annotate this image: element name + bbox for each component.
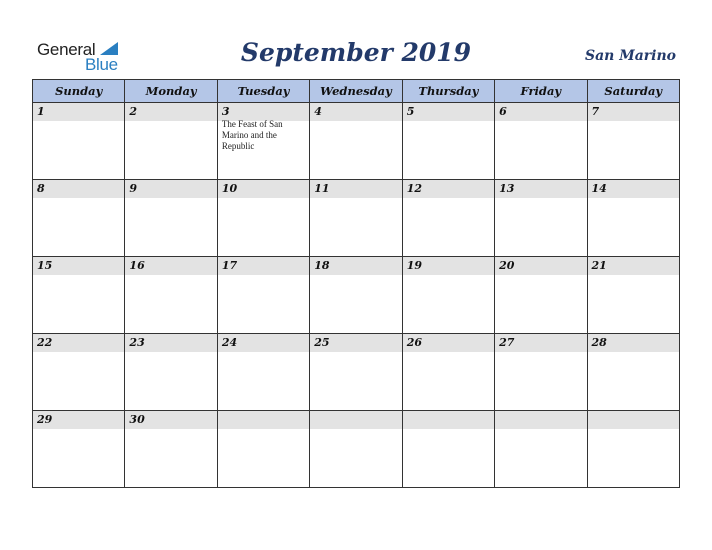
day-number: 27 [495,334,586,352]
weekday-header: Tuesday [217,80,309,103]
day-number: 16 [125,257,216,275]
empty-day-cell [217,411,309,488]
day-number: 28 [588,334,679,352]
empty-day-cell [587,411,679,488]
day-number: 29 [33,411,124,429]
logo-text-general: General [37,40,96,59]
day-cell [495,257,587,334]
day-number: 4 [310,103,401,121]
day-number: 26 [403,334,494,352]
weekday-header: Thursday [402,80,494,103]
day-number: 24 [218,334,309,352]
day-cell [402,180,494,257]
day-cell [217,334,309,411]
calendar-region: San Marino [584,48,676,64]
day-number: 9 [125,180,216,198]
day-cell [587,257,679,334]
logo-text-blue: Blue [85,55,118,74]
day-cell [587,334,679,411]
day-cell [125,257,217,334]
day-cell [587,103,679,180]
day-number: 12 [403,180,494,198]
empty-day-cell [310,411,402,488]
day-cell [217,103,309,180]
day-cell [495,180,587,257]
day-number: 14 [588,180,679,198]
weekday-header-row [33,80,680,103]
week-row [33,411,680,488]
day-number: 18 [310,257,401,275]
weekday-header: Wednesday [310,80,402,103]
day-number: 22 [33,334,124,352]
calendar-grid [32,79,680,488]
day-cell [33,411,125,488]
empty-day-bar [403,411,494,429]
holiday-event: The Feast of San Marino and the Republic [221,119,283,151]
day-number: 30 [125,411,216,429]
day-number: 21 [588,257,679,275]
empty-day-cell [402,411,494,488]
day-number: 1 [33,103,124,121]
empty-day-bar [588,411,679,429]
day-cell [495,334,587,411]
week-row [33,103,680,180]
day-cell [217,180,309,257]
day-cell [125,103,217,180]
day-cell [217,257,309,334]
day-number: 25 [310,334,401,352]
weekday-header: Friday [495,80,587,103]
day-number: 23 [125,334,216,352]
day-cell [402,334,494,411]
empty-day-cell [495,411,587,488]
day-cell [310,334,402,411]
week-row [33,334,680,411]
weekday-header: Sunday [33,80,125,103]
day-number: 5 [403,103,494,121]
day-number: 20 [495,257,586,275]
day-cell [402,103,494,180]
weekday-header: Monday [125,80,217,103]
calendar-title: September 2019 [240,38,472,67]
day-cell [125,334,217,411]
day-number: 8 [33,180,124,198]
week-row [33,257,680,334]
empty-day-bar [310,411,401,429]
day-number: 3 [218,103,309,121]
day-cell [587,180,679,257]
day-cell [33,257,125,334]
day-cell [33,103,125,180]
day-cell [495,103,587,180]
week-row [33,180,680,257]
day-number: 19 [403,257,494,275]
day-cell [125,411,217,488]
day-number: 15 [33,257,124,275]
day-cell [310,257,402,334]
day-cell [33,334,125,411]
day-number: 17 [218,257,309,275]
day-cell [402,257,494,334]
day-cell [33,180,125,257]
day-number: 13 [495,180,586,198]
day-number: 2 [125,103,216,121]
day-cell [310,103,402,180]
day-number: 10 [218,180,309,198]
empty-day-bar [218,411,309,429]
day-cell [125,180,217,257]
day-number: 11 [310,180,401,198]
weekday-header: Saturday [587,80,679,103]
day-number: 7 [588,103,679,121]
day-cell [310,180,402,257]
day-number: 6 [495,103,586,121]
empty-day-bar [495,411,586,429]
